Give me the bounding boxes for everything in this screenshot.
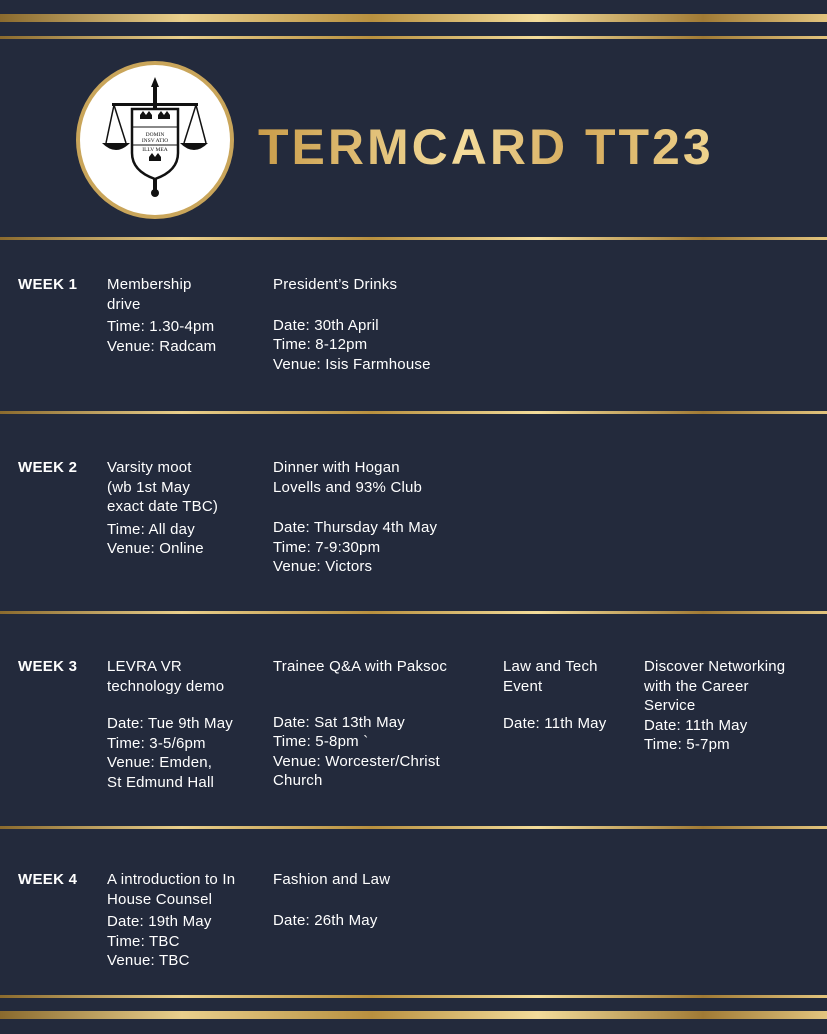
event-detail-line: Date: Thursday 4th May	[273, 519, 438, 536]
crest-text-line-2: INSV ATIO	[141, 138, 169, 144]
event-title-line: with the Career	[644, 677, 749, 695]
event-detail-line: Time: TBC	[107, 932, 180, 950]
week-4-label: WEEK 4	[18, 871, 78, 888]
divider-week-2	[0, 611, 827, 614]
page-title: TERMCARD TT23	[258, 119, 714, 175]
crest-text-line-3: ILLV MEA	[142, 147, 168, 153]
event-title-line: President’s Drinks	[273, 276, 398, 293]
week-3-event-trainee-qa-paksoc	[273, 657, 447, 791]
event-detail-line: Venue: Victors	[273, 558, 373, 575]
event-detail-line: Date: Sat 13th May	[273, 713, 406, 731]
bottom-gold-line-2	[0, 1011, 827, 1019]
society-crest-logo	[80, 65, 230, 215]
week-4-event-in-house-counsel	[107, 870, 235, 971]
event-title-line: technology demo	[107, 677, 225, 695]
event-detail-line: St Edmund Hall	[107, 773, 215, 791]
event-detail-line: Date: 26th May	[273, 911, 378, 929]
event-title-line: House Counsel	[107, 890, 213, 908]
event-title-line: (wb 1st May	[107, 478, 191, 496]
week-2-event-varsity-moot	[107, 458, 218, 559]
event-title-line: Varsity moot	[107, 459, 192, 476]
week-1-label: WEEK 1	[18, 276, 78, 293]
week-3-event-law-and-tech	[503, 657, 606, 734]
event-title-line: Event	[503, 677, 543, 695]
event-title-line: A introduction to In	[107, 871, 236, 888]
event-detail-line: Time: All day	[107, 520, 195, 538]
week-4-event-fashion-and-law	[273, 870, 390, 930]
event-detail-line: Date: 11th May	[503, 715, 607, 732]
event-detail-line: Time: 1.30-4pm	[107, 318, 215, 335]
event-detail-line: Date: 11th May	[644, 716, 748, 734]
event-detail-line: Time: 3-5/6pm	[107, 734, 206, 752]
event-detail-line: Time: 5-8pm `	[273, 733, 369, 750]
event-detail-line: Venue: Radcam	[107, 337, 217, 355]
event-title-line: Service	[644, 697, 696, 714]
top-gold-line-2	[0, 36, 827, 39]
event-title-line: Membership	[107, 276, 192, 293]
divider-week-1	[0, 411, 827, 414]
event-title-line: Fashion and Law	[273, 871, 391, 888]
week-1-event-presidents-drinks	[273, 275, 431, 374]
week-1-event-membership-drive	[107, 275, 216, 356]
event-detail-line: Time: 7-9:30pm	[273, 538, 381, 556]
event-detail-line: Date: 19th May	[107, 913, 212, 930]
event-title-line: Lovells and 93% Club	[273, 478, 423, 496]
scales-of-justice-icon	[80, 65, 230, 215]
event-detail-line: Venue: Worcester/Christ	[273, 752, 440, 770]
event-detail-line: Time: 5-7pm	[644, 736, 730, 753]
divider-header	[0, 237, 827, 240]
week-2-label: WEEK 2	[18, 459, 78, 476]
crest-text-line-1: DOMIN	[145, 132, 165, 138]
top-gold-line-1	[0, 14, 827, 22]
event-title-line: drive	[107, 295, 141, 313]
week-3-event-levra-vr	[107, 657, 233, 792]
event-detail-line: Date: 30th April	[273, 316, 379, 334]
event-title-line: Dinner with Hogan	[273, 459, 400, 476]
week-3-label: WEEK 3	[18, 658, 78, 675]
event-detail-line: Venue: Isis Farmhouse	[273, 355, 431, 373]
event-title-line: Law and Tech	[503, 658, 598, 675]
event-detail-line: Venue: TBC	[107, 952, 190, 969]
event-title-line: Discover Networking	[644, 658, 786, 675]
event-title-line: LEVRA VR	[107, 658, 182, 675]
week-3-event-discover-networking	[644, 657, 785, 755]
event-detail-line: Time: 8-12pm	[273, 336, 368, 353]
event-title-line: exact date TBC)	[107, 498, 219, 515]
week-2-event-dinner-hogan-lovells	[273, 458, 437, 577]
divider-week-3	[0, 826, 827, 829]
event-title-line: Trainee Q&A with Paksoc	[273, 658, 448, 675]
event-detail-line: Venue: Emden,	[107, 754, 213, 771]
event-detail-line: Church	[273, 772, 323, 789]
event-detail-line: Venue: Online	[107, 540, 204, 557]
event-detail-line: Date: Tue 9th May	[107, 715, 233, 732]
bottom-gold-line-1	[0, 995, 827, 998]
